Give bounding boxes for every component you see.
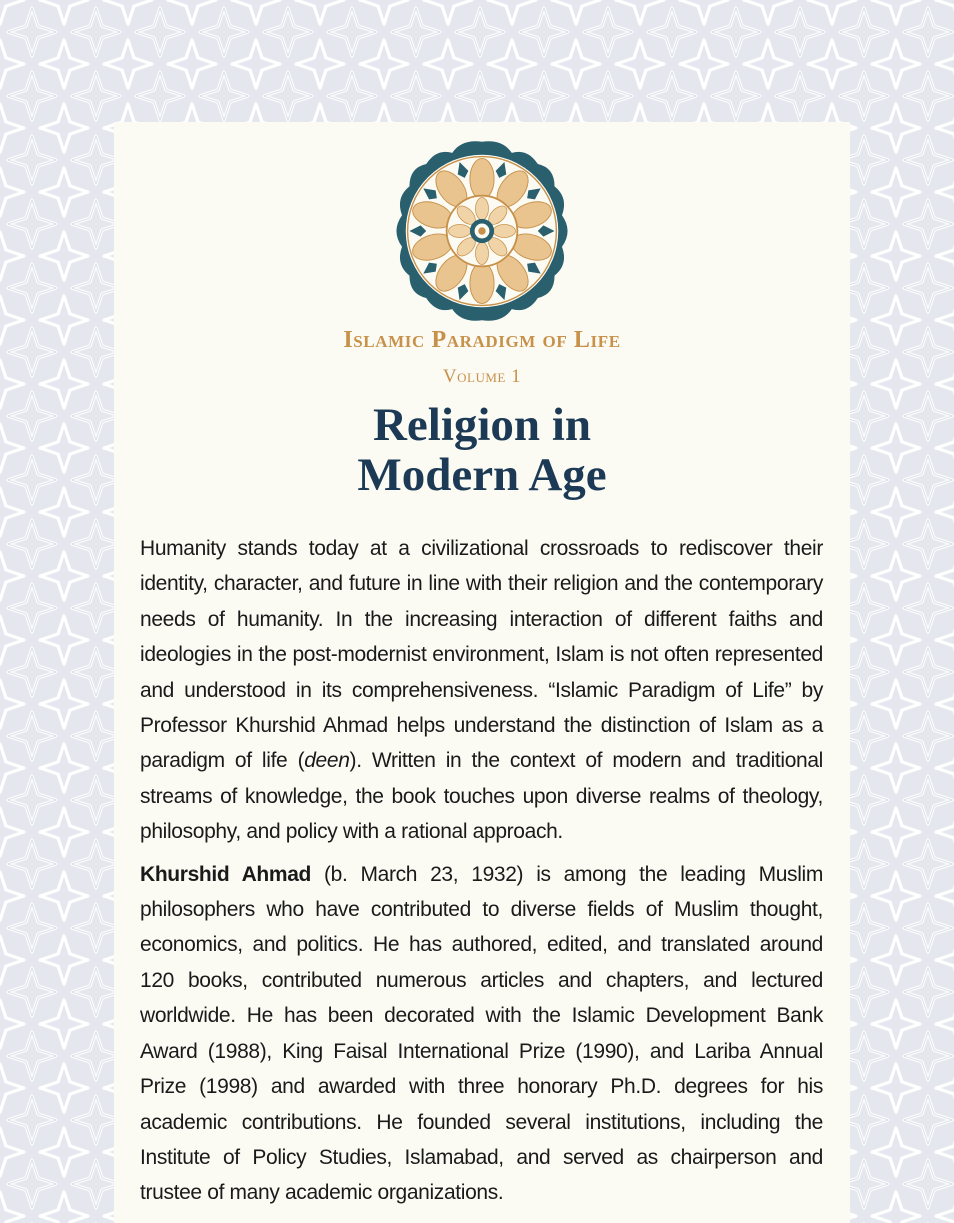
volume-label: Volume 1 bbox=[442, 366, 522, 387]
content-panel bbox=[114, 122, 850, 1223]
description-paragraph bbox=[140, 531, 823, 850]
description-text-start: Humanity stands today at a civilizational crossroads to rediscover their identity, character, and future in line with their religion and the contemporary needs of humanity. In the increasing interaction of different faiths and ideologies in the post-modernist environment, Islam is not often represented and understood in its comprehensiveness. “Islamic Paradigm of Life” by Professor Khurshid Ahmad helps understand the distinction of Islam as a paradigm of life ( bbox=[140, 537, 823, 773]
author-name: Khurshid Ahmad bbox=[140, 862, 312, 886]
mandala-emblem bbox=[389, 138, 575, 324]
book-title-line-2: Modern Age bbox=[357, 449, 607, 501]
book-description bbox=[140, 531, 823, 1218]
description-text-end: ). Written in the context of modern and traditional streams of knowledge, the book touches upon diverse realms of theology, philosophy, and policy with a rational approach. bbox=[140, 749, 823, 844]
author-bio: (b. March 23, 1932) is among the leading Muslim philosophers who have contributed to diverse fields of Muslim thought, economics, and politics. He has authored, edited, and translated around 120 books, contributed numerous articles and chapters, and lectured worldwide. He has been decorated with the Islamic Development Bank Award (1988), King Faisal International Prize (1990), and Lariba Annual Prize (1998) and awarded with three honorary Ph.D. degrees for his academic contributions. He founded several institutions, including the Institute of Policy Studies, Islamabad, and served as chairperson and trustee of many academic organizations. bbox=[140, 862, 823, 1205]
series-title: Islamic Paradigm of Life bbox=[343, 327, 621, 353]
book-title-line-1: Religion in bbox=[372, 399, 592, 451]
description-italic-term: deen bbox=[304, 749, 350, 773]
author-paragraph bbox=[140, 857, 823, 1211]
book-title bbox=[114, 400, 850, 500]
